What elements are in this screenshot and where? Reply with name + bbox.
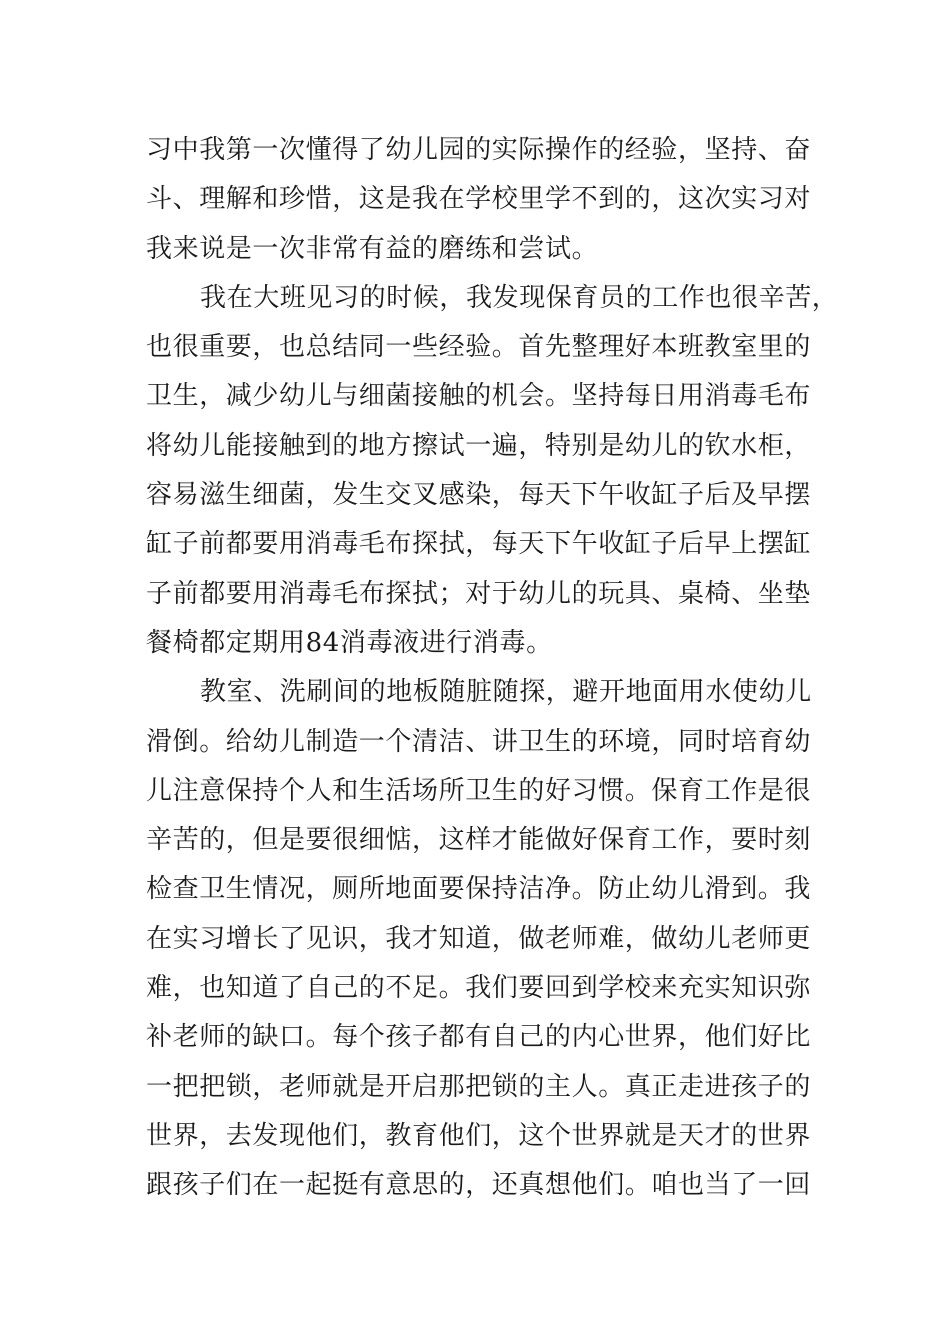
text-line: 滑倒。给幼儿制造一个清洁、讲卫生的环境，同时培育幼 [146,726,812,757]
text-line: 习中我第一次懂得了幼儿园的实际操作的经验，坚持、奋 [146,135,812,165]
text-line: 容易滋生细菌，发生交叉感染，每天下午收缸子后及早摆 [146,480,812,511]
text-line: 子前都要用消毒毛布探拭；对于幼儿的玩具、桌椅、坐垫 [146,578,812,609]
text-line: 餐椅都定期用84消毒液进行消毒。 [146,627,553,658]
text-line: 儿注意保持个人和生活场所卫生的好习惯。保育工作是很 [146,775,812,806]
text-line: 将幼儿能接触到的地方擦试一遍，特别是幼儿的钦水柜， [146,430,812,461]
text-line: 卫生，减少幼儿与细菌接触的机会。坚持每日用消毒毛布 [146,381,812,412]
text-line: 世界，去发现他们，教育他们，这个世界就是天才的世界 [146,1120,812,1151]
text-line: 辛苦的，但是要很细惦，这样才能做好保育工作，要时刻 [146,825,812,856]
text-line: 检查卫生情况，厕所地面要保持洁净。防止幼儿滑到。我 [146,874,812,905]
body-text [146,126,839,1211]
paragraph-start-line: 我在大班见习的时候，我发现保育员的工作也很辛苦， [200,282,839,313]
text-line: 我来说是一次非常有益的磨练和尝试。 [146,233,599,264]
paragraph-start-line: 教室、洗刷间的地板随脏随探，避开地面用水使幼儿 [200,677,812,708]
text-line: 难，也知道了自己的不足。我们要回到学校来充实知识弥 [146,973,812,1004]
text-line: 跟孩子们在一起挺有意思的，还真想他们。咱也当了一回 [146,1170,812,1201]
text-line: 也很重要，也总结同一些经验。首先整理好本班教室里的 [146,332,812,363]
text-line: 斗、理解和珍惜，这是我在学校里学不到的，这次实习对 [146,184,812,215]
text-line: 一把把锁，老师就是开启那把锁的主人。真正走进孩子的 [146,1071,812,1102]
text-line: 缸子前都要用消毒毛布探拭，每天下午收缸子后早上摆缸 [146,529,812,560]
text-line: 补老师的缺口。每个孩子都有自己的内心世界，他们好比 [146,1022,812,1053]
text-line: 在实习增长了见识，我才知道，做老师难，做幼儿老师更 [146,923,812,954]
